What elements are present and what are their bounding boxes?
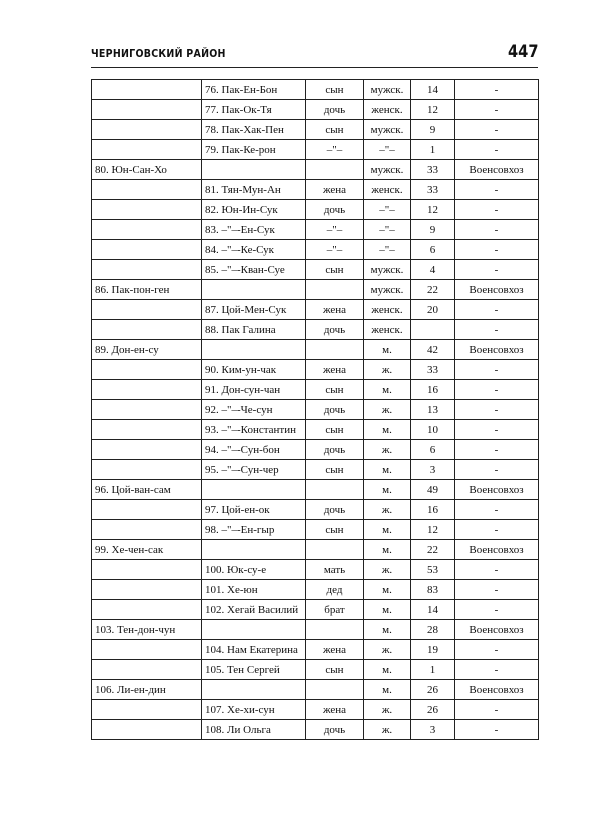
sex-cell: женск. (364, 100, 411, 120)
family-member-cell (202, 620, 306, 640)
age-cell: 28 (411, 620, 455, 640)
family-member-cell: 108. Ли Ольга (202, 720, 306, 740)
workplace-cell: - (455, 180, 539, 200)
table-row (92, 360, 539, 380)
household-head-cell (92, 220, 202, 240)
family-member-cell: 102. Хегай Василий (202, 600, 306, 620)
family-member-cell (202, 280, 306, 300)
family-member-cell: 101. Хе-юн (202, 580, 306, 600)
sex-cell: ж. (364, 700, 411, 720)
table-row (92, 720, 539, 740)
household-head-cell (92, 520, 202, 540)
sex-cell: м. (364, 340, 411, 360)
household-head-cell: 96. Цой-ван-сам (92, 480, 202, 500)
family-member-cell: 92. –"–-Че-сун (202, 400, 306, 420)
sex-cell: м. (364, 380, 411, 400)
family-member-cell (202, 160, 306, 180)
relation-cell: дочь (306, 320, 364, 340)
workplace-cell: Военсовхоз (455, 480, 539, 500)
household-head-cell (92, 180, 202, 200)
relation-cell: дочь (306, 440, 364, 460)
workplace-cell: - (455, 600, 539, 620)
sex-cell: –"– (364, 200, 411, 220)
sex-cell: м. (364, 480, 411, 500)
sex-cell: м. (364, 520, 411, 540)
family-member-cell: 98. –"–-Ен-гыр (202, 520, 306, 540)
household-head-cell (92, 400, 202, 420)
household-head-cell (92, 460, 202, 480)
relation-cell (306, 680, 364, 700)
table-row (92, 80, 539, 100)
sex-cell: ж. (364, 360, 411, 380)
page-number: 447 (507, 42, 538, 62)
table-row (92, 300, 539, 320)
sex-cell: ж. (364, 400, 411, 420)
family-member-cell: 94. –"–-Сун-бон (202, 440, 306, 460)
sex-cell: ж. (364, 640, 411, 660)
relation-cell: жена (306, 360, 364, 380)
table-row (92, 280, 539, 300)
family-member-cell: 85. –"–-Кван-Суе (202, 260, 306, 280)
family-member-cell: 83. –"–-Ен-Сук (202, 220, 306, 240)
household-head-cell (92, 260, 202, 280)
relation-cell: мать (306, 560, 364, 580)
household-head-cell (92, 80, 202, 100)
age-cell: 1 (411, 140, 455, 160)
household-head-cell (92, 720, 202, 740)
workplace-cell: - (455, 220, 539, 240)
workplace-cell: - (455, 560, 539, 580)
table-row (92, 160, 539, 180)
sex-cell: ж. (364, 560, 411, 580)
household-head-cell (92, 700, 202, 720)
age-cell: 33 (411, 360, 455, 380)
table-row (92, 680, 539, 700)
household-head-cell: 89. Дон-ен-су (92, 340, 202, 360)
table-row (92, 660, 539, 680)
age-cell: 19 (411, 640, 455, 660)
household-head-cell (92, 320, 202, 340)
household-head-cell (92, 500, 202, 520)
workplace-cell: - (455, 460, 539, 480)
household-head-cell (92, 580, 202, 600)
workplace-cell: - (455, 100, 539, 120)
table-row (92, 400, 539, 420)
page-header (91, 43, 538, 68)
age-cell: 12 (411, 520, 455, 540)
age-cell: 9 (411, 220, 455, 240)
workplace-cell: - (455, 200, 539, 220)
relation-cell (306, 280, 364, 300)
table-row (92, 700, 539, 720)
age-cell: 12 (411, 200, 455, 220)
relation-cell: –"– (306, 140, 364, 160)
table-row (92, 380, 539, 400)
sex-cell: ж. (364, 500, 411, 520)
age-cell: 4 (411, 260, 455, 280)
sex-cell: м. (364, 660, 411, 680)
age-cell: 6 (411, 240, 455, 260)
age-cell: 14 (411, 80, 455, 100)
family-member-cell: 77. Пак-Ок-Тя (202, 100, 306, 120)
workplace-cell: Военсовхоз (455, 340, 539, 360)
relation-cell: дочь (306, 100, 364, 120)
relation-cell: дочь (306, 200, 364, 220)
relation-cell: дочь (306, 400, 364, 420)
household-head-cell: 86. Пак-пон-ген (92, 280, 202, 300)
sex-cell: ж. (364, 440, 411, 460)
table-row (92, 180, 539, 200)
workplace-cell: Военсовхоз (455, 680, 539, 700)
table-row (92, 260, 539, 280)
table-row (92, 480, 539, 500)
workplace-cell: - (455, 520, 539, 540)
relation-cell: жена (306, 300, 364, 320)
workplace-cell: Военсовхоз (455, 160, 539, 180)
household-head-cell: 103. Тен-дон-чун (92, 620, 202, 640)
age-cell: 42 (411, 340, 455, 360)
family-member-cell: 87. Цой-Мен-Сук (202, 300, 306, 320)
relation-cell: сын (306, 460, 364, 480)
workplace-cell: - (455, 140, 539, 160)
sex-cell: –"– (364, 220, 411, 240)
workplace-cell: - (455, 440, 539, 460)
sex-cell: мужск. (364, 80, 411, 100)
table-row (92, 520, 539, 540)
workplace-cell: Военсовхоз (455, 280, 539, 300)
age-cell: 22 (411, 280, 455, 300)
household-head-cell (92, 380, 202, 400)
sex-cell: м. (364, 680, 411, 700)
household-head-cell (92, 140, 202, 160)
sex-cell: мужск. (364, 120, 411, 140)
workplace-cell: - (455, 380, 539, 400)
sex-cell: женск. (364, 300, 411, 320)
table-row (92, 460, 539, 480)
table-row (92, 620, 539, 640)
family-member-cell (202, 480, 306, 500)
family-member-cell: 84. –"–-Ке-Сук (202, 240, 306, 260)
household-head-cell (92, 420, 202, 440)
table-row (92, 540, 539, 560)
relation-cell: дочь (306, 720, 364, 740)
table-row (92, 240, 539, 260)
family-member-cell: 100. Юк-су-е (202, 560, 306, 580)
workplace-cell: Военсовхоз (455, 540, 539, 560)
family-member-cell: 95. –"–-Сун-чер (202, 460, 306, 480)
household-head-cell (92, 100, 202, 120)
household-head-cell: 80. Юн-Сан-Хо (92, 160, 202, 180)
family-member-cell (202, 680, 306, 700)
workplace-cell: - (455, 420, 539, 440)
workplace-cell: - (455, 80, 539, 100)
family-member-cell: 82. Юн-Ин-Сук (202, 200, 306, 220)
table-row (92, 580, 539, 600)
family-member-cell: 91. Дон-сун-чан (202, 380, 306, 400)
sex-cell: м. (364, 540, 411, 560)
family-member-cell: 88. Пак Галина (202, 320, 306, 340)
sex-cell: женск. (364, 180, 411, 200)
relation-cell: сын (306, 520, 364, 540)
family-member-cell: 93. –"–-Константин (202, 420, 306, 440)
relation-cell: –"– (306, 220, 364, 240)
age-cell: 3 (411, 460, 455, 480)
workplace-cell: - (455, 580, 539, 600)
workplace-cell: - (455, 120, 539, 140)
household-head-cell: 99. Хе-чен-сак (92, 540, 202, 560)
table-row (92, 440, 539, 460)
age-cell: 6 (411, 440, 455, 460)
relation-cell: сын (306, 380, 364, 400)
relation-cell: сын (306, 660, 364, 680)
table-row (92, 140, 539, 160)
relation-cell (306, 540, 364, 560)
age-cell: 14 (411, 600, 455, 620)
running-head: ЧЕРНИГОВСКИЙ РАЙОН (91, 47, 226, 60)
household-head-cell (92, 440, 202, 460)
household-head-cell (92, 640, 202, 660)
relation-cell: сын (306, 120, 364, 140)
table-row (92, 320, 539, 340)
table-row (92, 200, 539, 220)
sex-cell: м. (364, 580, 411, 600)
family-member-cell: 90. Ким-ун-чак (202, 360, 306, 380)
age-cell: 22 (411, 540, 455, 560)
workplace-cell: - (455, 400, 539, 420)
family-member-cell: 76. Пак-Ен-Бон (202, 80, 306, 100)
family-member-cell: 97. Цой-ен-ок (202, 500, 306, 520)
age-cell: 1 (411, 660, 455, 680)
age-cell: 13 (411, 400, 455, 420)
relation-cell: сын (306, 420, 364, 440)
sex-cell: –"– (364, 140, 411, 160)
relation-cell: жена (306, 180, 364, 200)
household-head-cell (92, 240, 202, 260)
household-head-cell (92, 600, 202, 620)
relation-cell: сын (306, 80, 364, 100)
age-cell: 26 (411, 680, 455, 700)
table-body (92, 80, 539, 740)
family-member-cell: 81. Тян-Мун-Ан (202, 180, 306, 200)
family-member-cell: 79. Пак-Ке-рон (202, 140, 306, 160)
age-cell: 20 (411, 300, 455, 320)
family-member-cell (202, 340, 306, 360)
age-cell: 49 (411, 480, 455, 500)
age-cell: 16 (411, 380, 455, 400)
household-head-cell (92, 660, 202, 680)
family-member-cell (202, 540, 306, 560)
family-member-cell: 107. Хе-хи-сун (202, 700, 306, 720)
workplace-cell: - (455, 260, 539, 280)
relation-cell: жена (306, 700, 364, 720)
household-head-cell (92, 560, 202, 580)
household-head-cell (92, 200, 202, 220)
sex-cell: ж. (364, 720, 411, 740)
relation-cell (306, 480, 364, 500)
workplace-cell: - (455, 300, 539, 320)
workplace-cell: - (455, 240, 539, 260)
workplace-cell: - (455, 700, 539, 720)
table-row (92, 340, 539, 360)
family-member-cell: 105. Тен Сергей (202, 660, 306, 680)
sex-cell: мужск. (364, 280, 411, 300)
household-head-cell: 106. Ли-ен-дин (92, 680, 202, 700)
relation-cell: дед (306, 580, 364, 600)
relation-cell: брат (306, 600, 364, 620)
age-cell: 9 (411, 120, 455, 140)
sex-cell: м. (364, 620, 411, 640)
table-row (92, 600, 539, 620)
table-row (92, 420, 539, 440)
relation-cell: жена (306, 640, 364, 660)
sex-cell: женск. (364, 320, 411, 340)
workplace-cell: - (455, 500, 539, 520)
sex-cell: мужск. (364, 160, 411, 180)
sex-cell: мужск. (364, 260, 411, 280)
relation-cell (306, 620, 364, 640)
age-cell: 33 (411, 180, 455, 200)
family-member-cell: 78. Пак-Хак-Пен (202, 120, 306, 140)
age-cell: 12 (411, 100, 455, 120)
age-cell: 3 (411, 720, 455, 740)
sex-cell: м. (364, 460, 411, 480)
workplace-cell: - (455, 720, 539, 740)
age-cell: 16 (411, 500, 455, 520)
age-cell: 53 (411, 560, 455, 580)
sex-cell: м. (364, 420, 411, 440)
age-cell (411, 320, 455, 340)
workplace-cell: Военсовхоз (455, 620, 539, 640)
household-head-cell (92, 360, 202, 380)
table-row (92, 220, 539, 240)
household-register-table (91, 79, 539, 740)
sex-cell: м. (364, 600, 411, 620)
household-head-cell (92, 300, 202, 320)
table-row (92, 560, 539, 580)
age-cell: 26 (411, 700, 455, 720)
family-member-cell: 104. Нам Екатерина (202, 640, 306, 660)
workplace-cell: - (455, 640, 539, 660)
relation-cell: дочь (306, 500, 364, 520)
table-row (92, 100, 539, 120)
age-cell: 33 (411, 160, 455, 180)
table-row (92, 500, 539, 520)
relation-cell (306, 340, 364, 360)
relation-cell (306, 160, 364, 180)
age-cell: 83 (411, 580, 455, 600)
sex-cell: –"– (364, 240, 411, 260)
age-cell: 10 (411, 420, 455, 440)
workplace-cell: - (455, 660, 539, 680)
workplace-cell: - (455, 320, 539, 340)
relation-cell: –"– (306, 240, 364, 260)
household-head-cell (92, 120, 202, 140)
table-row (92, 120, 539, 140)
table-row (92, 640, 539, 660)
workplace-cell: - (455, 360, 539, 380)
relation-cell: сын (306, 260, 364, 280)
